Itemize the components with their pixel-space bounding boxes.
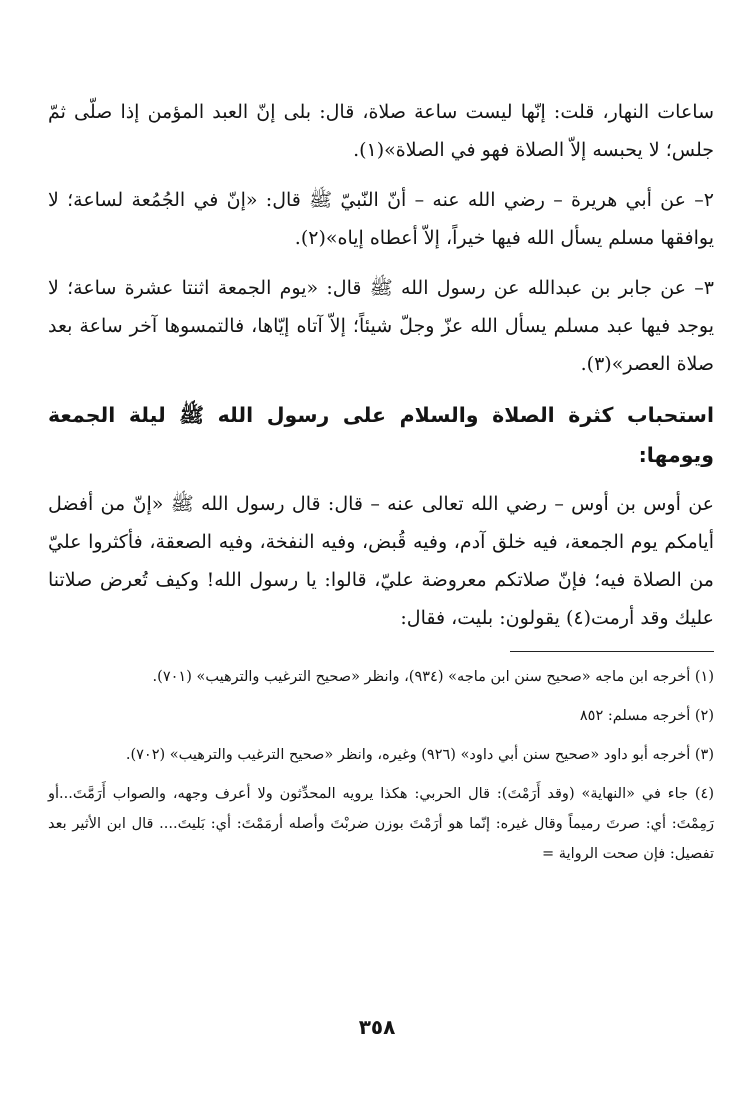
footnote-1: (١) أخرجه ابن ماجه «صحيح سنن ابن ماجه» (٩٣٤)، وانظر «صحيح الترغيب والترهيب» (٧٠١). xyxy=(152,669,714,685)
footnote-divider xyxy=(510,651,714,652)
page-content xyxy=(48,93,714,878)
footnote-4: (٤) جاء في «النهاية» (وقد أَرَمْتَ): قال الحربي: هكذا يرويه المحدِّثون ولا أعرف وجهه، والصواب أَرَمَّتَ...أو رَمِمْتَ: أي: صرتَ رميماً وقال غيره: إنّما هو أرَمْتَ بوزن ضربْتَ وأصله أرمَمْتَ: أي: بَليتَ.... قال ابن الأثير بعد تفصيل: فإن صحت الرواية = xyxy=(48,786,714,862)
hadith-2: ٢– عن أبي هريرة – رضي الله عنه – أنّ النّبيّ ﷺ قال: «إنّ في الجُمُعة لساعة؛ لا يوافقها مسلم يسأل الله فيها خيراً، إلاّ أعطاه إياه»(٢). xyxy=(48,189,714,249)
hadith-3: ٣– عن جابر بن عبدالله عن رسول الله ﷺ قال: «يوم الجمعة اثنتا عشرة ساعة؛ لا يوجد فيها عبد مسلم يسأل الله عزّ وجلّ شيئاً؛ إلاّ آتاه إيّاها، فالتمسوها آخر ساعة بعد صلاة العصر»(٣). xyxy=(48,277,714,375)
page-number: ٣٥٨ xyxy=(358,1015,396,1039)
section-heading: استحباب كثرة الصلاة والسلام على رسول الله ﷺ ليلة الجمعة ويومها: xyxy=(48,403,714,467)
paragraph-1: ساعات النهار، قلت: إنّها ليست ساعة صلاة، قال: بلى إنّ العبد المؤمن إذا صلّى ثمّ جلس؛ لا يحبسه إلاّ الصلاة فهو في الصلاة»(١). xyxy=(48,101,714,161)
footnote-2: (٢) أخرجه مسلم: ٨٥٢ xyxy=(579,708,714,724)
hadith-4: عن أوس بن أوس – رضي الله تعالى عنه – قال: قال رسول الله ﷺ «إنّ من أفضل أيامكم يوم الجمعة، فيه خلق آدم، وفيه قُبض، وفيه النفخة، وفيه الصعقة، فأكثروا عليّ من الصلاة فيه؛ فإنّ صلاتكم معروضة عليّ، قالوا: يا رسول الله! وكيف تُعرض صلاتنا عليك وقد أرمت(٤) يقولون: بليت، فقال: xyxy=(48,493,714,629)
footnote-3: (٣) أخرجه أبو داود «صحيح سنن أبي داود» (٩٢٦) وغيره، وانظر «صحيح الترغيب والترهيب» (٧٠٢). xyxy=(125,747,714,763)
